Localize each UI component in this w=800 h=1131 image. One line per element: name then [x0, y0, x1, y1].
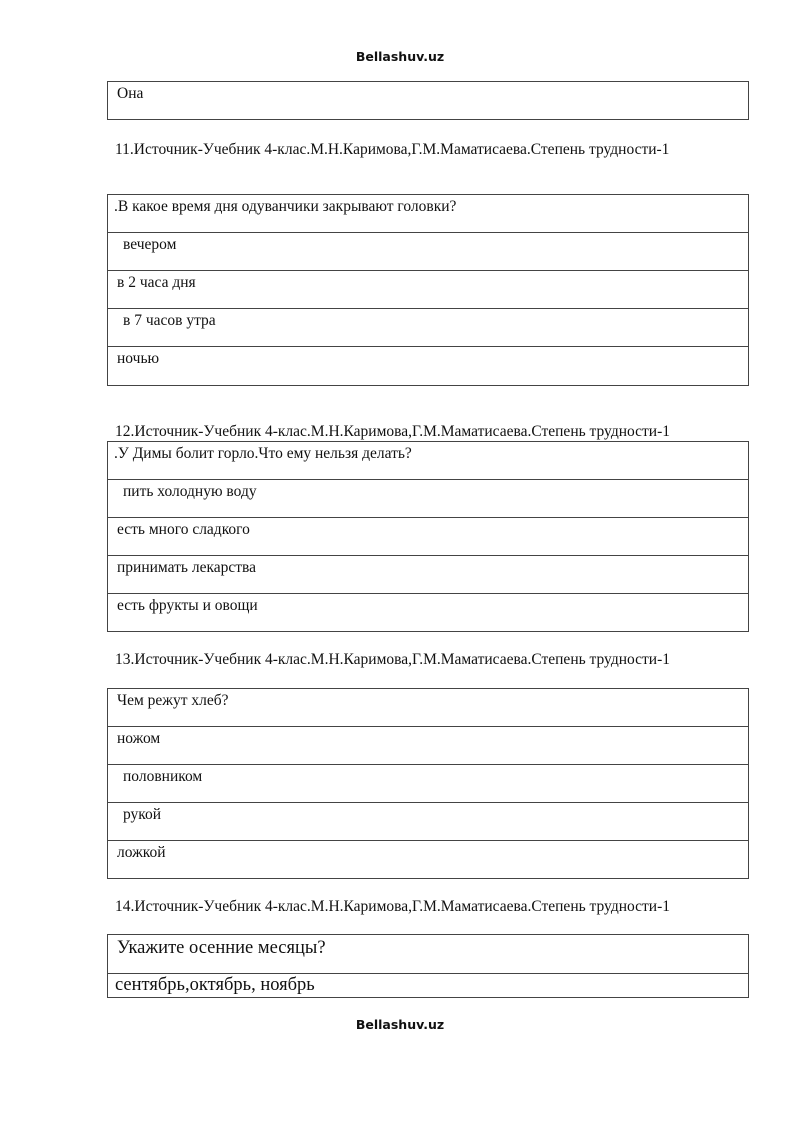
question-11-text: .В какое время дня одуванчики закрывают головки?: [108, 195, 748, 233]
question-12-answer-4: есть фрукты и овощи: [117, 597, 258, 614]
question-12-source: 12.Источник-Учебник 4-клас.М.Н.Каримова,Г.М.Маматисаева.Степень трудности-1: [115, 423, 671, 440]
question-13-table: [107, 688, 749, 879]
question-11-answer-4: ночью: [117, 350, 160, 367]
page-footer: Bellashuv.uz: [355, 1017, 445, 1032]
question-13-answer-4: ложкой: [117, 844, 166, 861]
question-12-answer-2: есть много сладкого: [108, 518, 748, 556]
question-13-answer-1: ножом: [108, 727, 748, 765]
question-14-table: [107, 934, 749, 998]
question-13-answer-2: половником: [108, 765, 748, 803]
question-13-source: 13.Источник-Учебник 4-клас.М.Н.Каримова,Г.М.Маматисаева.Степень трудности-1: [115, 651, 671, 668]
question-14-answer-1: сентябрь,октябрь, ноябрь: [115, 975, 315, 995]
carry-over-text: Она: [117, 85, 144, 102]
question-12-answer-3: принимать лекарства: [108, 556, 748, 594]
question-11-table: [107, 194, 749, 386]
question-12-table: [107, 441, 749, 632]
question-11-answer-1: вечером: [108, 233, 748, 271]
carry-over-box: [107, 81, 749, 120]
page-header: Bellashuv.uz: [355, 49, 445, 64]
question-11-source: 11.Источник-Учебник 4-клас.М.Н.Каримова,Г.М.Маматисаева.Степень трудности-1: [115, 141, 670, 158]
question-14-text: Укажите осенние месяцы?: [108, 935, 748, 974]
question-13-text: Чем режут хлеб?: [108, 689, 748, 727]
question-14-source: 14.Источник-Учебник 4-клас.М.Н.Каримова,Г.М.Маматисаева.Степень трудности-1: [115, 898, 671, 915]
question-12-answer-1: пить холодную воду: [108, 480, 748, 518]
question-11-answer-2: в 2 часа дня: [108, 271, 748, 309]
question-13-answer-3: рукой: [108, 803, 748, 841]
question-11-answer-3: в 7 часов утра: [108, 309, 748, 347]
question-12-text: .У Димы болит горло.Что ему нельзя делать?: [108, 442, 748, 480]
